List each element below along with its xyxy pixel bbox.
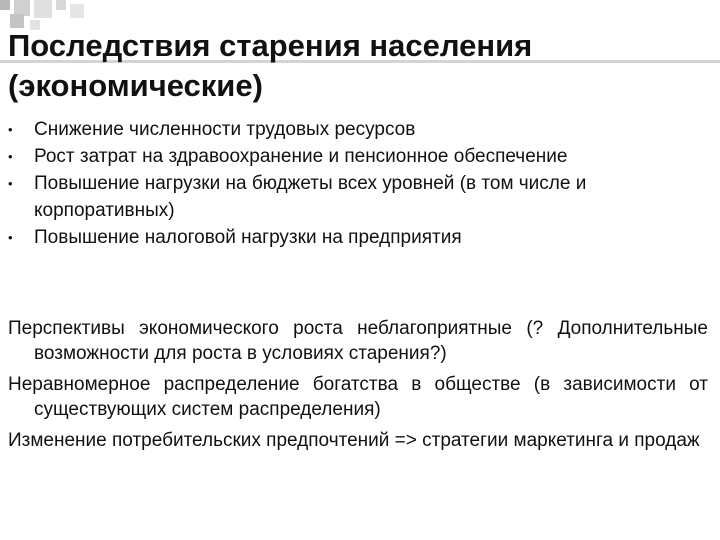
bullet-text: Рост затрат на здравоохранение и пенсионное обеспечение <box>34 146 568 167</box>
bullet-icon: • <box>8 122 13 137</box>
decor-square <box>56 0 66 10</box>
paragraph: Перспективы экономического роста неблагоприятные (? Дополнительные возможности для роста в условиях старения?) <box>8 318 708 364</box>
bullet-item <box>0 116 712 143</box>
bullet-text: Повышение нагрузки на бюджеты всех уровней (в том числе и корпоративных) <box>34 173 587 221</box>
bullet-text: Повышение налоговой нагрузки на предприятия <box>34 227 462 248</box>
bullet-icon: • <box>8 149 13 164</box>
decor-square <box>34 0 52 18</box>
bullet-item <box>0 224 712 251</box>
decor-square <box>70 4 84 18</box>
bullet-icon: • <box>8 176 13 191</box>
slide-title <box>8 26 708 106</box>
bullet-item <box>0 170 712 224</box>
bullet-text: Снижение численности трудовых ресурсов <box>34 119 416 140</box>
decor-square <box>0 0 10 10</box>
bullet-item <box>0 143 712 170</box>
title-line-2: (экономические) <box>8 68 263 103</box>
title-line-1: Последствия старения населения <box>8 28 533 63</box>
bullet-icon: • <box>8 230 13 245</box>
paragraph: Неравномерное распределение богатства в обществе (в зависимости от существующих систем распределения) <box>8 374 708 420</box>
paragraph: Изменение потребительских предпочтений => стратегии маркетинга и продаж <box>8 430 700 451</box>
bullet-list <box>0 116 712 251</box>
paragraph-block <box>8 316 708 459</box>
